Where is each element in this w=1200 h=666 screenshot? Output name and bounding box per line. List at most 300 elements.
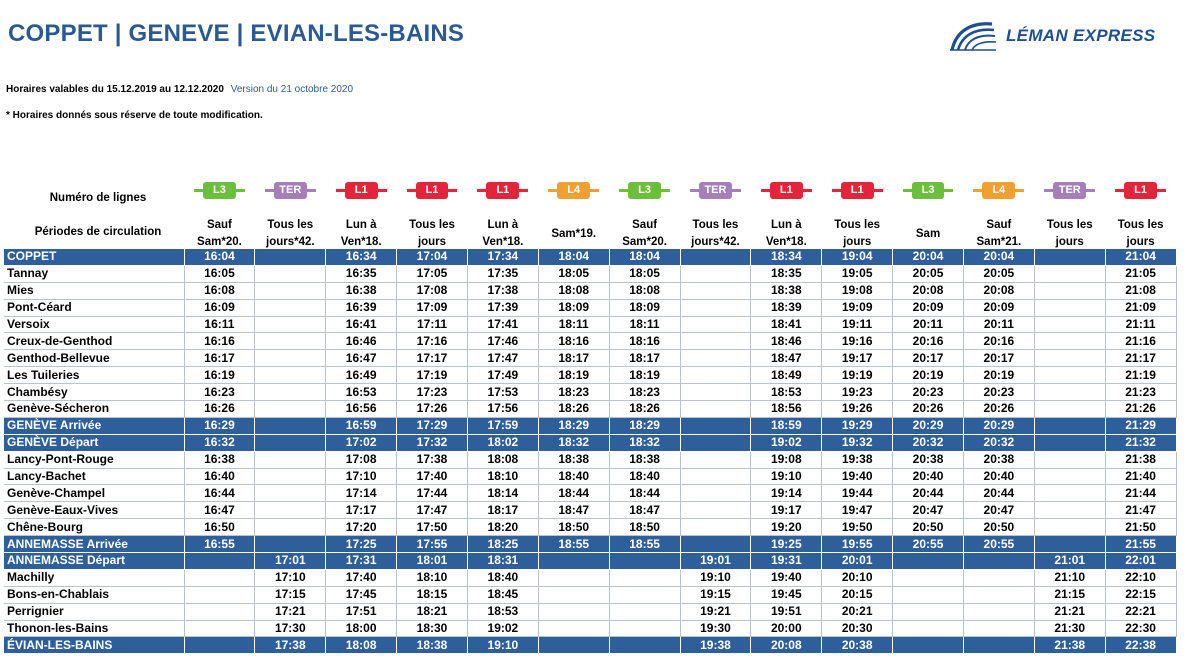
departure-time (255, 350, 326, 367)
departure-time: 16:46 (326, 333, 397, 350)
departure-time: 19:47 (822, 502, 893, 519)
departure-time: 20:38 (893, 451, 964, 468)
line-badge-l1 (477, 182, 528, 199)
departure-time: 21:15 (1034, 586, 1105, 603)
departure-time: 19:31 (751, 553, 822, 570)
departure-time: 17:38 (467, 282, 538, 299)
lines-label: Numéro de lignes (49, 192, 147, 204)
table-row (4, 536, 1176, 553)
line-badge-ter (265, 182, 316, 199)
departure-time: 17:45 (326, 586, 397, 603)
departure-time: 20:05 (963, 265, 1034, 282)
table-row (4, 333, 1176, 350)
departure-time (963, 553, 1034, 570)
departure-time: 20:04 (893, 249, 964, 266)
station-name: Genève-Sécheron (4, 401, 184, 418)
departure-time (255, 536, 326, 553)
table-row (4, 282, 1176, 299)
period-line: Ven*18. (340, 236, 382, 248)
departure-time (680, 350, 751, 367)
departure-time: 22:30 (1105, 620, 1176, 637)
departure-time (184, 637, 255, 654)
departure-time: 17:47 (467, 350, 538, 367)
departure-time: 19:29 (822, 417, 893, 434)
departure-time: 17:16 (397, 333, 468, 350)
station-name: Thonon-les-Bains (4, 620, 184, 637)
departure-time: 18:08 (538, 282, 609, 299)
table-row (4, 451, 1176, 468)
departure-time: 19:09 (822, 299, 893, 316)
departure-time: 16:32 (184, 434, 255, 451)
table-row (4, 401, 1176, 418)
departure-time: 18:21 (397, 603, 468, 620)
departure-time: 18:11 (538, 316, 609, 333)
station-name: Pont-Céard (4, 299, 184, 316)
departure-time: 18:41 (751, 316, 822, 333)
departure-time: 18:09 (609, 299, 680, 316)
departure-time: 18:32 (609, 434, 680, 451)
departure-time (680, 265, 751, 282)
departure-time: 16:50 (184, 519, 255, 536)
departure-time: 19:40 (822, 468, 893, 485)
departure-time: 19:17 (822, 350, 893, 367)
departure-time: 16:38 (326, 282, 397, 299)
line-badge-label: TER (1053, 182, 1086, 199)
departure-time (680, 299, 751, 316)
table-row (4, 586, 1176, 603)
departure-time (184, 603, 255, 620)
departure-time (255, 468, 326, 485)
period-line: Sam*20. (622, 236, 667, 248)
departure-time: 18:26 (538, 401, 609, 418)
leman-express-logo (948, 18, 1155, 54)
departure-time: 20:55 (963, 536, 1034, 553)
period-line: Tous les (834, 219, 881, 231)
line-badge-l1 (407, 182, 458, 199)
departure-time (893, 586, 964, 603)
departure-time: 21:04 (1105, 249, 1176, 266)
departure-time: 19:55 (822, 536, 893, 553)
departure-time: 20:38 (822, 637, 893, 654)
period-label (893, 226, 964, 243)
departure-time: 17:29 (397, 417, 468, 434)
departure-time (1034, 282, 1105, 299)
departure-time: 22:38 (1105, 637, 1176, 654)
departure-time: 21:38 (1105, 451, 1176, 468)
departure-time: 19:38 (680, 637, 751, 654)
departure-time: 18:38 (538, 451, 609, 468)
departure-time: 18:23 (538, 384, 609, 401)
departure-time: 17:09 (397, 299, 468, 316)
period-label (609, 217, 680, 251)
line-badge-label: L1 (1124, 182, 1157, 199)
departure-time: 17:19 (397, 367, 468, 384)
line-badge-label: L1 (841, 182, 874, 199)
departure-time: 19:02 (467, 620, 538, 637)
departure-time: 18:47 (538, 502, 609, 519)
departure-time: 18:10 (397, 569, 468, 586)
station-name: GENÈVE Départ (4, 434, 184, 451)
departure-time: 18:39 (751, 299, 822, 316)
departure-time: 17:56 (467, 401, 538, 418)
table-row (4, 367, 1176, 384)
line-badge-label: L4 (557, 182, 590, 199)
departure-time: 18:32 (538, 434, 609, 451)
departure-time: 17:35 (467, 265, 538, 282)
station-name: ÉVIAN-LES-BAINS (4, 637, 184, 654)
departure-time: 16:44 (184, 485, 255, 502)
departure-time: 18:38 (397, 637, 468, 654)
departure-time: 20:29 (963, 417, 1034, 434)
departure-time (184, 620, 255, 637)
departure-time: 20:19 (893, 367, 964, 384)
line-badge-ter (1044, 182, 1095, 199)
departure-time: 20:26 (963, 401, 1034, 418)
table-row (4, 299, 1176, 316)
departure-time: 19:50 (822, 519, 893, 536)
departure-time: 18:31 (467, 553, 538, 570)
table-row (4, 468, 1176, 485)
departure-time: 21:10 (1034, 569, 1105, 586)
period-line: jours*42. (266, 236, 315, 248)
departure-time (1034, 333, 1105, 350)
station-name: Versoix (4, 316, 184, 333)
departure-time: 18:25 (467, 536, 538, 553)
departure-time: 16:17 (184, 350, 255, 367)
period-line: Tous les (692, 219, 739, 231)
station-name: Creux-de-Genthod (4, 333, 184, 350)
departure-time: 21:38 (1034, 637, 1105, 654)
departure-time (609, 553, 680, 570)
departure-time (255, 401, 326, 418)
line-badge-label: L1 (345, 182, 378, 199)
departure-time: 20:29 (893, 417, 964, 434)
departure-time (255, 265, 326, 282)
departure-time: 20:44 (893, 485, 964, 502)
departure-time: 16:04 (184, 249, 255, 266)
departure-time: 20:50 (893, 519, 964, 536)
departure-time: 16:35 (326, 265, 397, 282)
departure-time (255, 299, 326, 316)
departure-time: 22:15 (1105, 586, 1176, 603)
departure-time: 18:29 (609, 417, 680, 434)
departure-time: 19:30 (680, 620, 751, 637)
line-badge-l4 (548, 182, 599, 199)
departure-time (255, 249, 326, 266)
departure-time (680, 417, 751, 434)
departure-time: 16:53 (326, 384, 397, 401)
departure-time: 16:39 (326, 299, 397, 316)
departure-time (255, 367, 326, 384)
departure-time: 20:00 (751, 620, 822, 637)
period-line: Tous les (409, 219, 455, 231)
departure-time (1034, 519, 1105, 536)
station-name: Perrignier (4, 603, 184, 620)
departure-time: 19:40 (751, 569, 822, 586)
station-name: Machilly (4, 569, 184, 586)
departure-time (609, 637, 680, 654)
departure-time: 20:55 (893, 536, 964, 553)
departure-time: 18:50 (609, 519, 680, 536)
departure-time (1034, 316, 1105, 333)
departure-time: 20:47 (963, 502, 1034, 519)
departure-time: 20:08 (893, 282, 964, 299)
departure-time (1034, 434, 1105, 451)
departure-time: 19:02 (751, 434, 822, 451)
departure-time: 17:08 (326, 451, 397, 468)
validity-line (6, 84, 353, 95)
departure-time (538, 553, 609, 570)
departure-time: 18:53 (751, 384, 822, 401)
departure-time: 18:04 (538, 249, 609, 266)
departure-time (680, 536, 751, 553)
station-name: Tannay (4, 265, 184, 282)
version-text: Version du 21 octobre 2020 (230, 84, 354, 95)
departure-time: 21:44 (1105, 485, 1176, 502)
departure-time (893, 603, 964, 620)
station-name: Lancy-Pont-Rouge (4, 451, 184, 468)
departure-time (538, 620, 609, 637)
period-line: jours (843, 236, 872, 248)
departure-time (1034, 451, 1105, 468)
period-label (397, 217, 468, 251)
period-label (255, 217, 326, 251)
departure-time: 21:32 (1105, 434, 1176, 451)
departure-time: 16:47 (184, 502, 255, 519)
departure-time: 20:11 (893, 316, 964, 333)
departure-time: 18:05 (538, 265, 609, 282)
departure-time: 16:59 (326, 417, 397, 434)
departure-time: 18:47 (609, 502, 680, 519)
departure-time: 18:59 (751, 417, 822, 434)
period-label (538, 226, 609, 243)
departure-time: 18:44 (609, 485, 680, 502)
departure-time: 17:51 (326, 603, 397, 620)
departure-time: 18:55 (609, 536, 680, 553)
departure-time: 19:05 (822, 265, 893, 282)
departure-time: 18:05 (609, 265, 680, 282)
table-row (4, 249, 1176, 266)
periods-label: Périodes de circulation (34, 226, 162, 238)
departure-time (609, 569, 680, 586)
departure-time: 17:17 (397, 350, 468, 367)
departure-time: 21:47 (1105, 502, 1176, 519)
departure-time: 18:40 (609, 468, 680, 485)
departure-time: 18:08 (609, 282, 680, 299)
station-name: GENÈVE Arrivée (4, 417, 184, 434)
departure-time: 21:23 (1105, 384, 1176, 401)
departure-time: 16:40 (184, 468, 255, 485)
departure-time: 19:20 (751, 519, 822, 536)
departure-time (255, 519, 326, 536)
departure-time (1034, 468, 1105, 485)
departure-time (255, 316, 326, 333)
departure-time: 20:32 (963, 434, 1034, 451)
departure-time: 20:17 (893, 350, 964, 367)
departure-time: 16:49 (326, 367, 397, 384)
departure-time: 17:08 (397, 282, 468, 299)
departure-time: 20:47 (893, 502, 964, 519)
validity-text: Horaires valables du 15.12.2019 au 12.12.2020 (6, 84, 224, 95)
departure-time: 20:38 (963, 451, 1034, 468)
departure-time (680, 451, 751, 468)
departure-time: 20:40 (963, 468, 1034, 485)
departure-time (1034, 536, 1105, 553)
departure-time: 17:50 (397, 519, 468, 536)
line-badge-label: L3 (203, 182, 236, 199)
departure-time: 19:44 (822, 485, 893, 502)
departure-time (538, 586, 609, 603)
departure-time: 21:17 (1105, 350, 1176, 367)
period-label (1105, 217, 1176, 251)
departure-time: 19:11 (822, 316, 893, 333)
line-badge-label: L1 (770, 182, 803, 199)
departure-time: 21:55 (1105, 536, 1176, 553)
departure-time (255, 384, 326, 401)
departure-time: 21:09 (1105, 299, 1176, 316)
departure-time: 18:19 (538, 367, 609, 384)
departure-time: 20:09 (963, 299, 1034, 316)
departure-time: 18:47 (751, 350, 822, 367)
departure-time: 19:19 (822, 367, 893, 384)
departure-time: 17:23 (397, 384, 468, 401)
departure-time (538, 569, 609, 586)
departure-time (538, 637, 609, 654)
table-row (4, 502, 1176, 519)
departure-time: 16:41 (326, 316, 397, 333)
departure-time: 18:01 (397, 553, 468, 570)
notice-text: * Horaires donnés sous réserve de toute modification. (6, 110, 263, 121)
period-label (467, 217, 538, 251)
departure-time (1034, 249, 1105, 266)
departure-time (609, 586, 680, 603)
departure-time: 20:10 (822, 569, 893, 586)
departure-time: 16:09 (184, 299, 255, 316)
departure-time: 20:01 (822, 553, 893, 570)
departure-time: 20:44 (963, 485, 1034, 502)
departure-time (1034, 401, 1105, 418)
departure-time (680, 316, 751, 333)
departure-time (609, 603, 680, 620)
departure-time: 19:23 (822, 384, 893, 401)
departure-time (680, 519, 751, 536)
table-row (4, 265, 1176, 282)
departure-time: 18:29 (538, 417, 609, 434)
departure-time: 17:44 (397, 485, 468, 502)
period-line: Sauf (632, 219, 658, 231)
departure-time: 18:53 (467, 603, 538, 620)
departure-time: 18:38 (751, 282, 822, 299)
departure-time (963, 603, 1034, 620)
table-row (4, 569, 1176, 586)
departure-time: 18:09 (538, 299, 609, 316)
departure-time: 18:17 (467, 502, 538, 519)
departure-time: 17:38 (397, 451, 468, 468)
departure-time: 21:08 (1105, 282, 1176, 299)
station-name: Genève-Champel (4, 485, 184, 502)
departure-time: 17:34 (467, 249, 538, 266)
departure-time: 21:11 (1105, 316, 1176, 333)
departure-time (255, 282, 326, 299)
departure-time: 17:40 (326, 569, 397, 586)
departure-time: 18:56 (751, 401, 822, 418)
departure-time: 19:38 (822, 451, 893, 468)
departure-time (1034, 265, 1105, 282)
period-line: Ven*18. (765, 236, 807, 248)
departure-time: 19:45 (751, 586, 822, 603)
table-row (4, 519, 1176, 536)
station-name: Genève-Eaux-Vives (4, 502, 184, 519)
departure-time (1034, 485, 1105, 502)
line-badge-l3 (619, 182, 670, 199)
departure-time: 18:45 (467, 586, 538, 603)
departure-time (255, 451, 326, 468)
departure-time: 18:44 (538, 485, 609, 502)
departure-time (255, 333, 326, 350)
departure-time: 22:10 (1105, 569, 1176, 586)
departure-time (680, 384, 751, 401)
departure-time: 21:19 (1105, 367, 1176, 384)
line-badge-l1 (1115, 182, 1166, 199)
departure-time (680, 401, 751, 418)
line-badge-l1 (832, 182, 883, 199)
departure-time (680, 282, 751, 299)
period-line: Sam*19. (551, 228, 597, 240)
period-line: Lun à (770, 219, 802, 231)
departure-time: 18:16 (538, 333, 609, 350)
departure-time: 17:46 (467, 333, 538, 350)
departure-time (1034, 299, 1105, 316)
departure-time (1034, 502, 1105, 519)
station-name: ANNEMASSE Départ (4, 553, 184, 570)
departure-time: 20:21 (822, 603, 893, 620)
departure-time: 18:17 (609, 350, 680, 367)
period-label (751, 217, 822, 251)
departure-time: 18:40 (538, 468, 609, 485)
departure-time (963, 637, 1034, 654)
departure-time (963, 569, 1034, 586)
departure-time: 16:56 (326, 401, 397, 418)
departure-time: 17:47 (397, 502, 468, 519)
departure-time: 18:02 (467, 434, 538, 451)
departure-time: 20:11 (963, 316, 1034, 333)
period-line: Sauf (986, 219, 1012, 231)
departure-time (680, 502, 751, 519)
line-badge-l1 (761, 182, 812, 199)
departure-time (680, 485, 751, 502)
departure-time: 18:26 (609, 401, 680, 418)
station-name: Genthod-Bellevue (4, 350, 184, 367)
line-badge-label: L4 (982, 182, 1015, 199)
departure-time: 17:10 (255, 569, 326, 586)
departure-time: 18:00 (326, 620, 397, 637)
departure-time: 18:10 (467, 468, 538, 485)
line-badge-l4 (973, 182, 1024, 199)
period-label (1034, 217, 1105, 251)
table-row (4, 384, 1176, 401)
period-line: Sam*21. (976, 236, 1022, 248)
station-name: Bons-en-Chablais (4, 586, 184, 603)
departure-time: 21:01 (1034, 553, 1105, 570)
table-row (4, 485, 1176, 502)
departure-time: 16:38 (184, 451, 255, 468)
departure-time: 19:16 (822, 333, 893, 350)
departure-time: 20:23 (963, 384, 1034, 401)
departure-time: 19:08 (822, 282, 893, 299)
leman-express-logo-icon (948, 18, 998, 54)
departure-time: 17:32 (397, 434, 468, 451)
departure-time (893, 569, 964, 586)
